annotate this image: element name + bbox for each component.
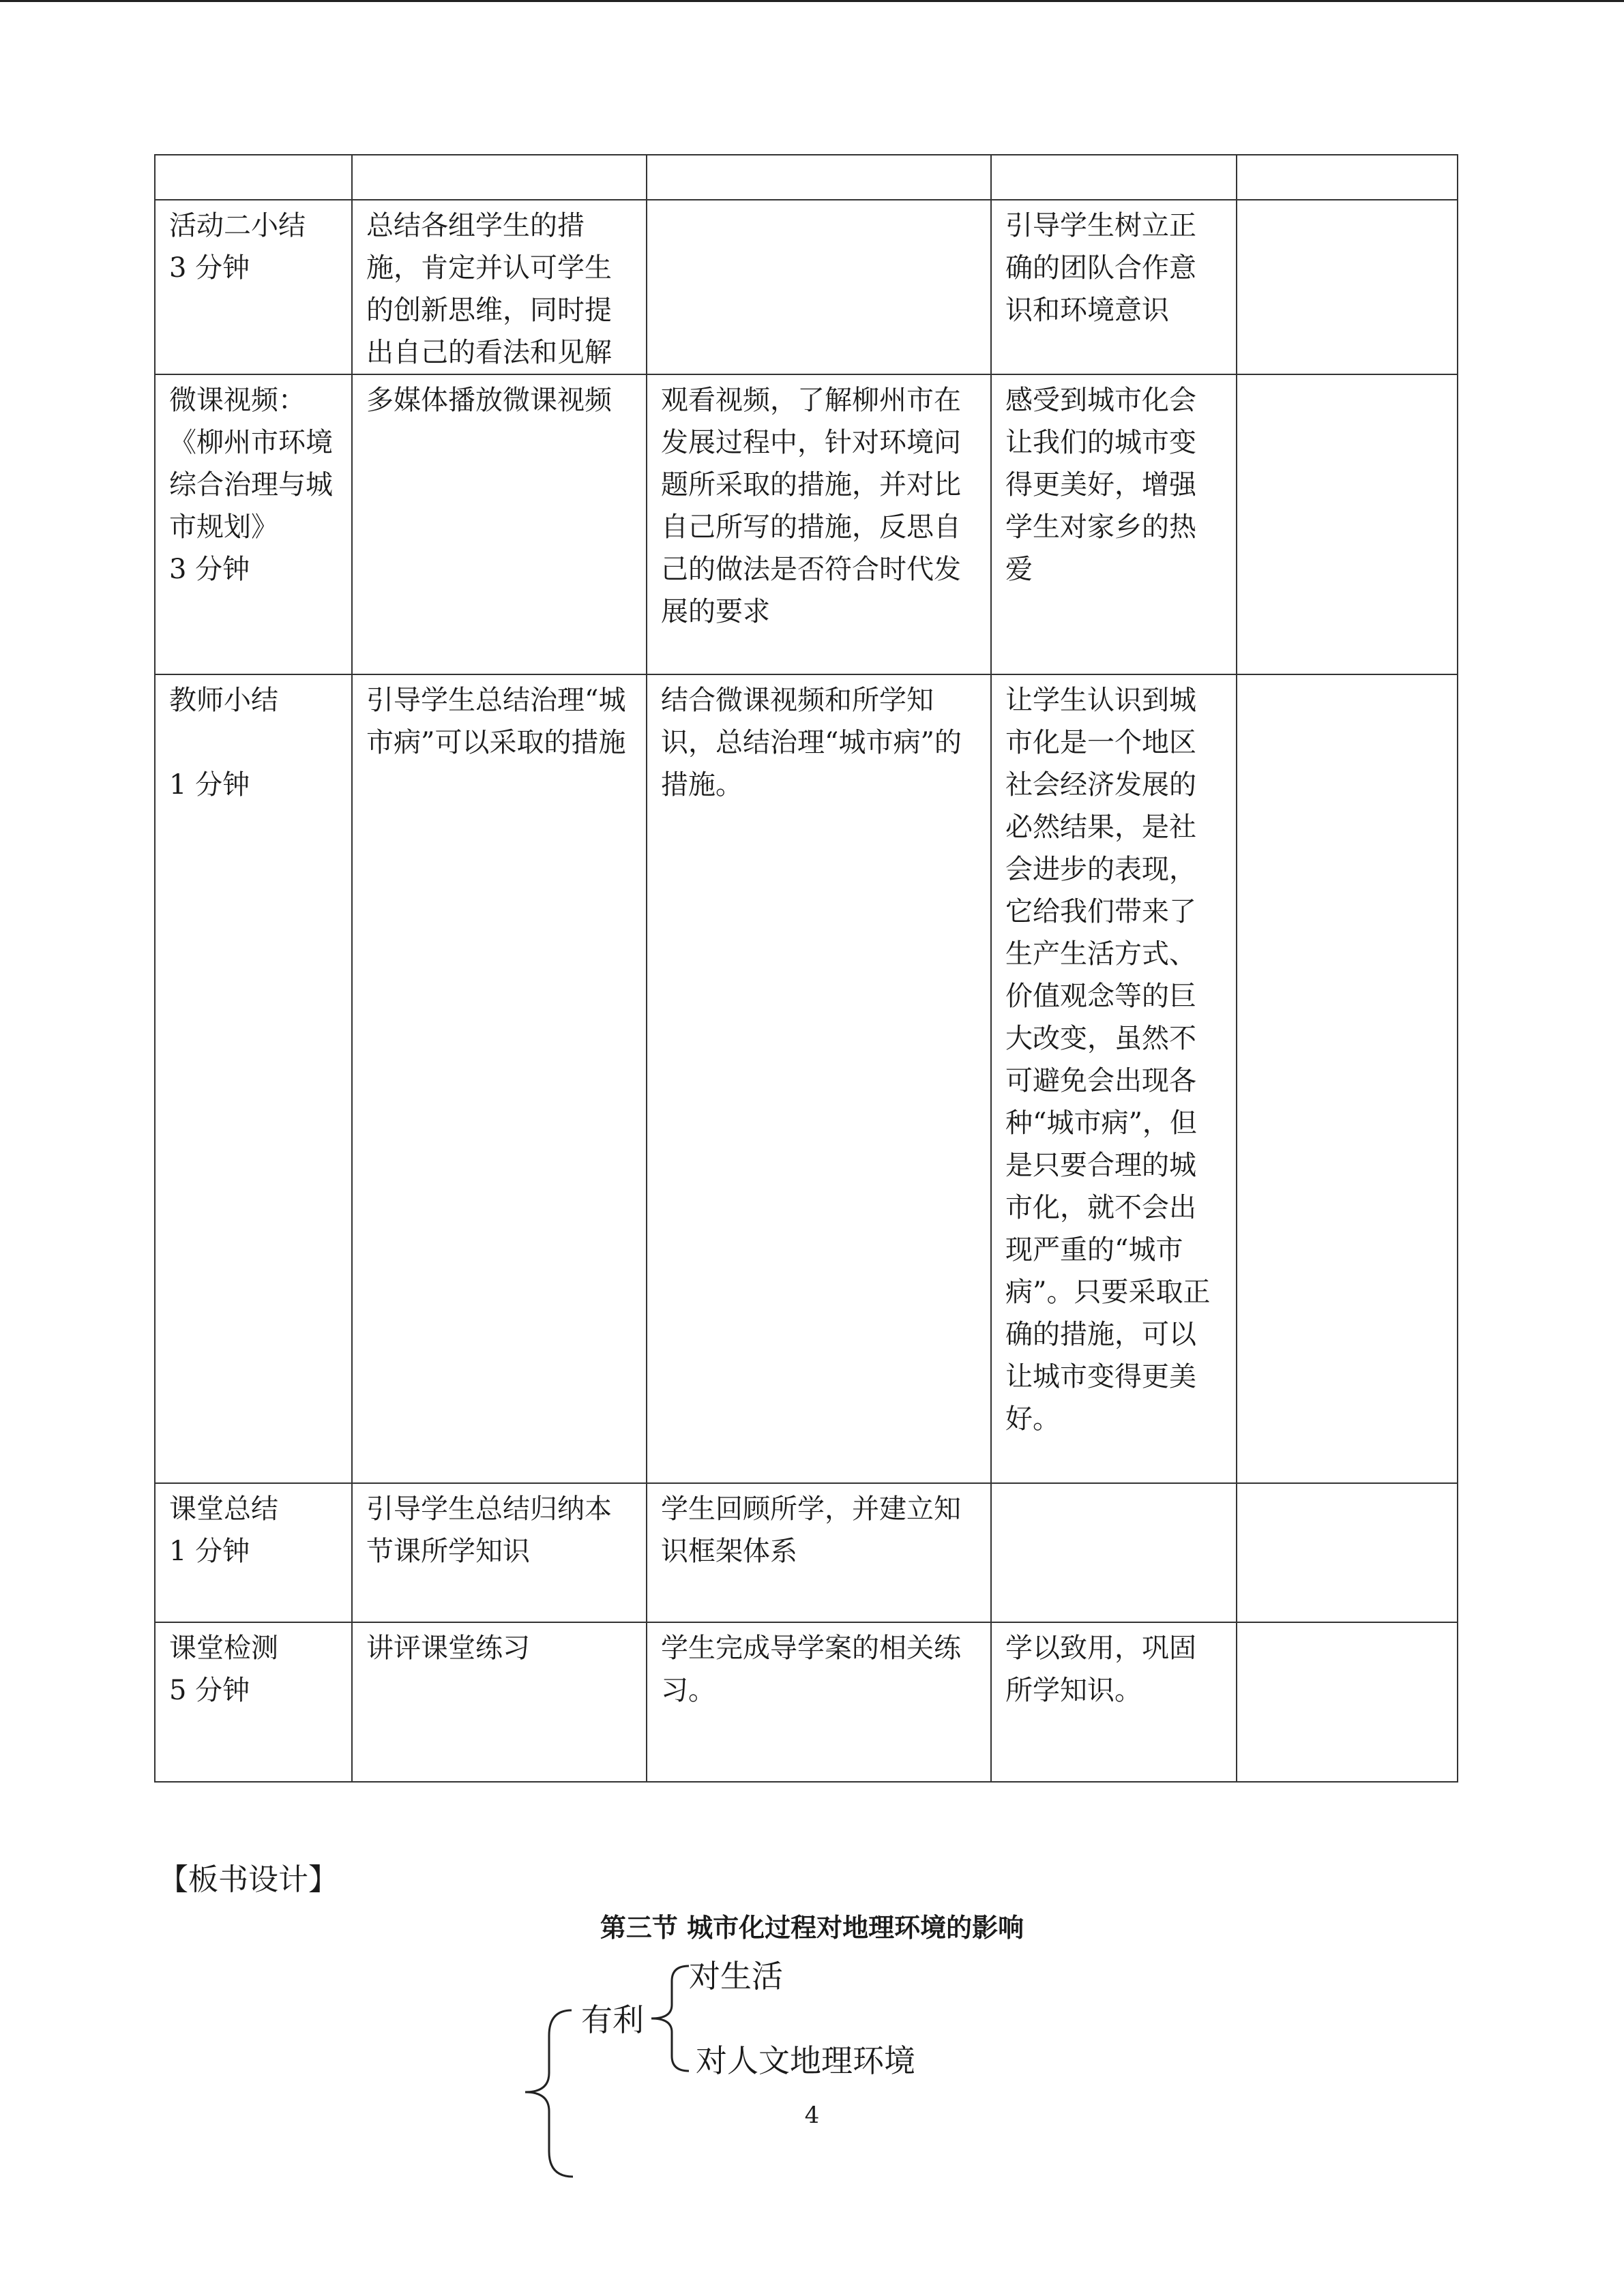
table-cell: 学生完成导学案的相关练习。: [647, 1622, 991, 1782]
inner-brace: [651, 1966, 689, 2071]
table-cell: 多媒体播放微课视频: [352, 374, 647, 674]
branch-label: 有利: [581, 2001, 644, 2038]
table-cell: 课堂总结 1 分钟: [155, 1483, 352, 1622]
outer-brace: [525, 2010, 573, 2177]
brace-item-life: 对生活: [689, 1958, 783, 1995]
board-design-heading: 【板书设计】: [158, 1862, 338, 1897]
table-cell: 学生回顾所学，并建立知识框架体系: [647, 1483, 991, 1622]
table-cell: 活动二小结 3 分钟: [155, 200, 352, 374]
page-number: 4: [804, 2102, 820, 2129]
table-cell: 课堂检测 5 分钟: [155, 1622, 352, 1782]
table-cell: 感受到城市化会让我们的城市变得更美好，增强学生对家乡的热爱: [991, 374, 1237, 674]
table-cell: 教师小结 1 分钟: [155, 674, 352, 1483]
table-cell: 引导学生树立正确的团队合作意识和环境意识: [991, 200, 1237, 374]
table-cell: 让学生认识到城市化是一个地区社会经济发展的必然结果，是社会进步的表现，它给我们带来了生产生活方式、价值观念等的巨大改变，虽然不可避免会出现各种“城市病”，但是只要合理的城市化，就不会出现严重的“城市病”。只要采取正确的措施，可以让城市变得更美好。: [991, 674, 1237, 1483]
section-title: 第三节 城市化过程对地理环境的影响: [600, 1913, 1024, 1943]
table-cell: 引导学生总结归纳本节课所学知识: [352, 1483, 647, 1622]
table-cell: 讲评课堂练习: [352, 1622, 647, 1782]
table-cell: 总结各组学生的措施，肯定并认可学生的创新思维，同时提出自己的看法和见解: [352, 200, 647, 374]
table-cell: 引导学生总结治理“城市病”可以采取的措施: [352, 674, 647, 1483]
table-cell: 结合微课视频和所学知识，总结治理“城市病”的措施。: [647, 674, 991, 1483]
table-cell: 微课视频：《柳州市环境综合治理与城市规划》 3 分钟: [155, 374, 352, 674]
table-cell: 学以致用，巩固所学知识。: [991, 1622, 1237, 1782]
brace-item-human-geography: 对人文地理环境: [696, 2042, 915, 2079]
table-cell: 观看视频，了解柳州市在发展过程中，针对环境问题所采取的措施，并对比自己所写的措施，反思自己的做法是否符合时代发展的要求: [647, 374, 991, 674]
